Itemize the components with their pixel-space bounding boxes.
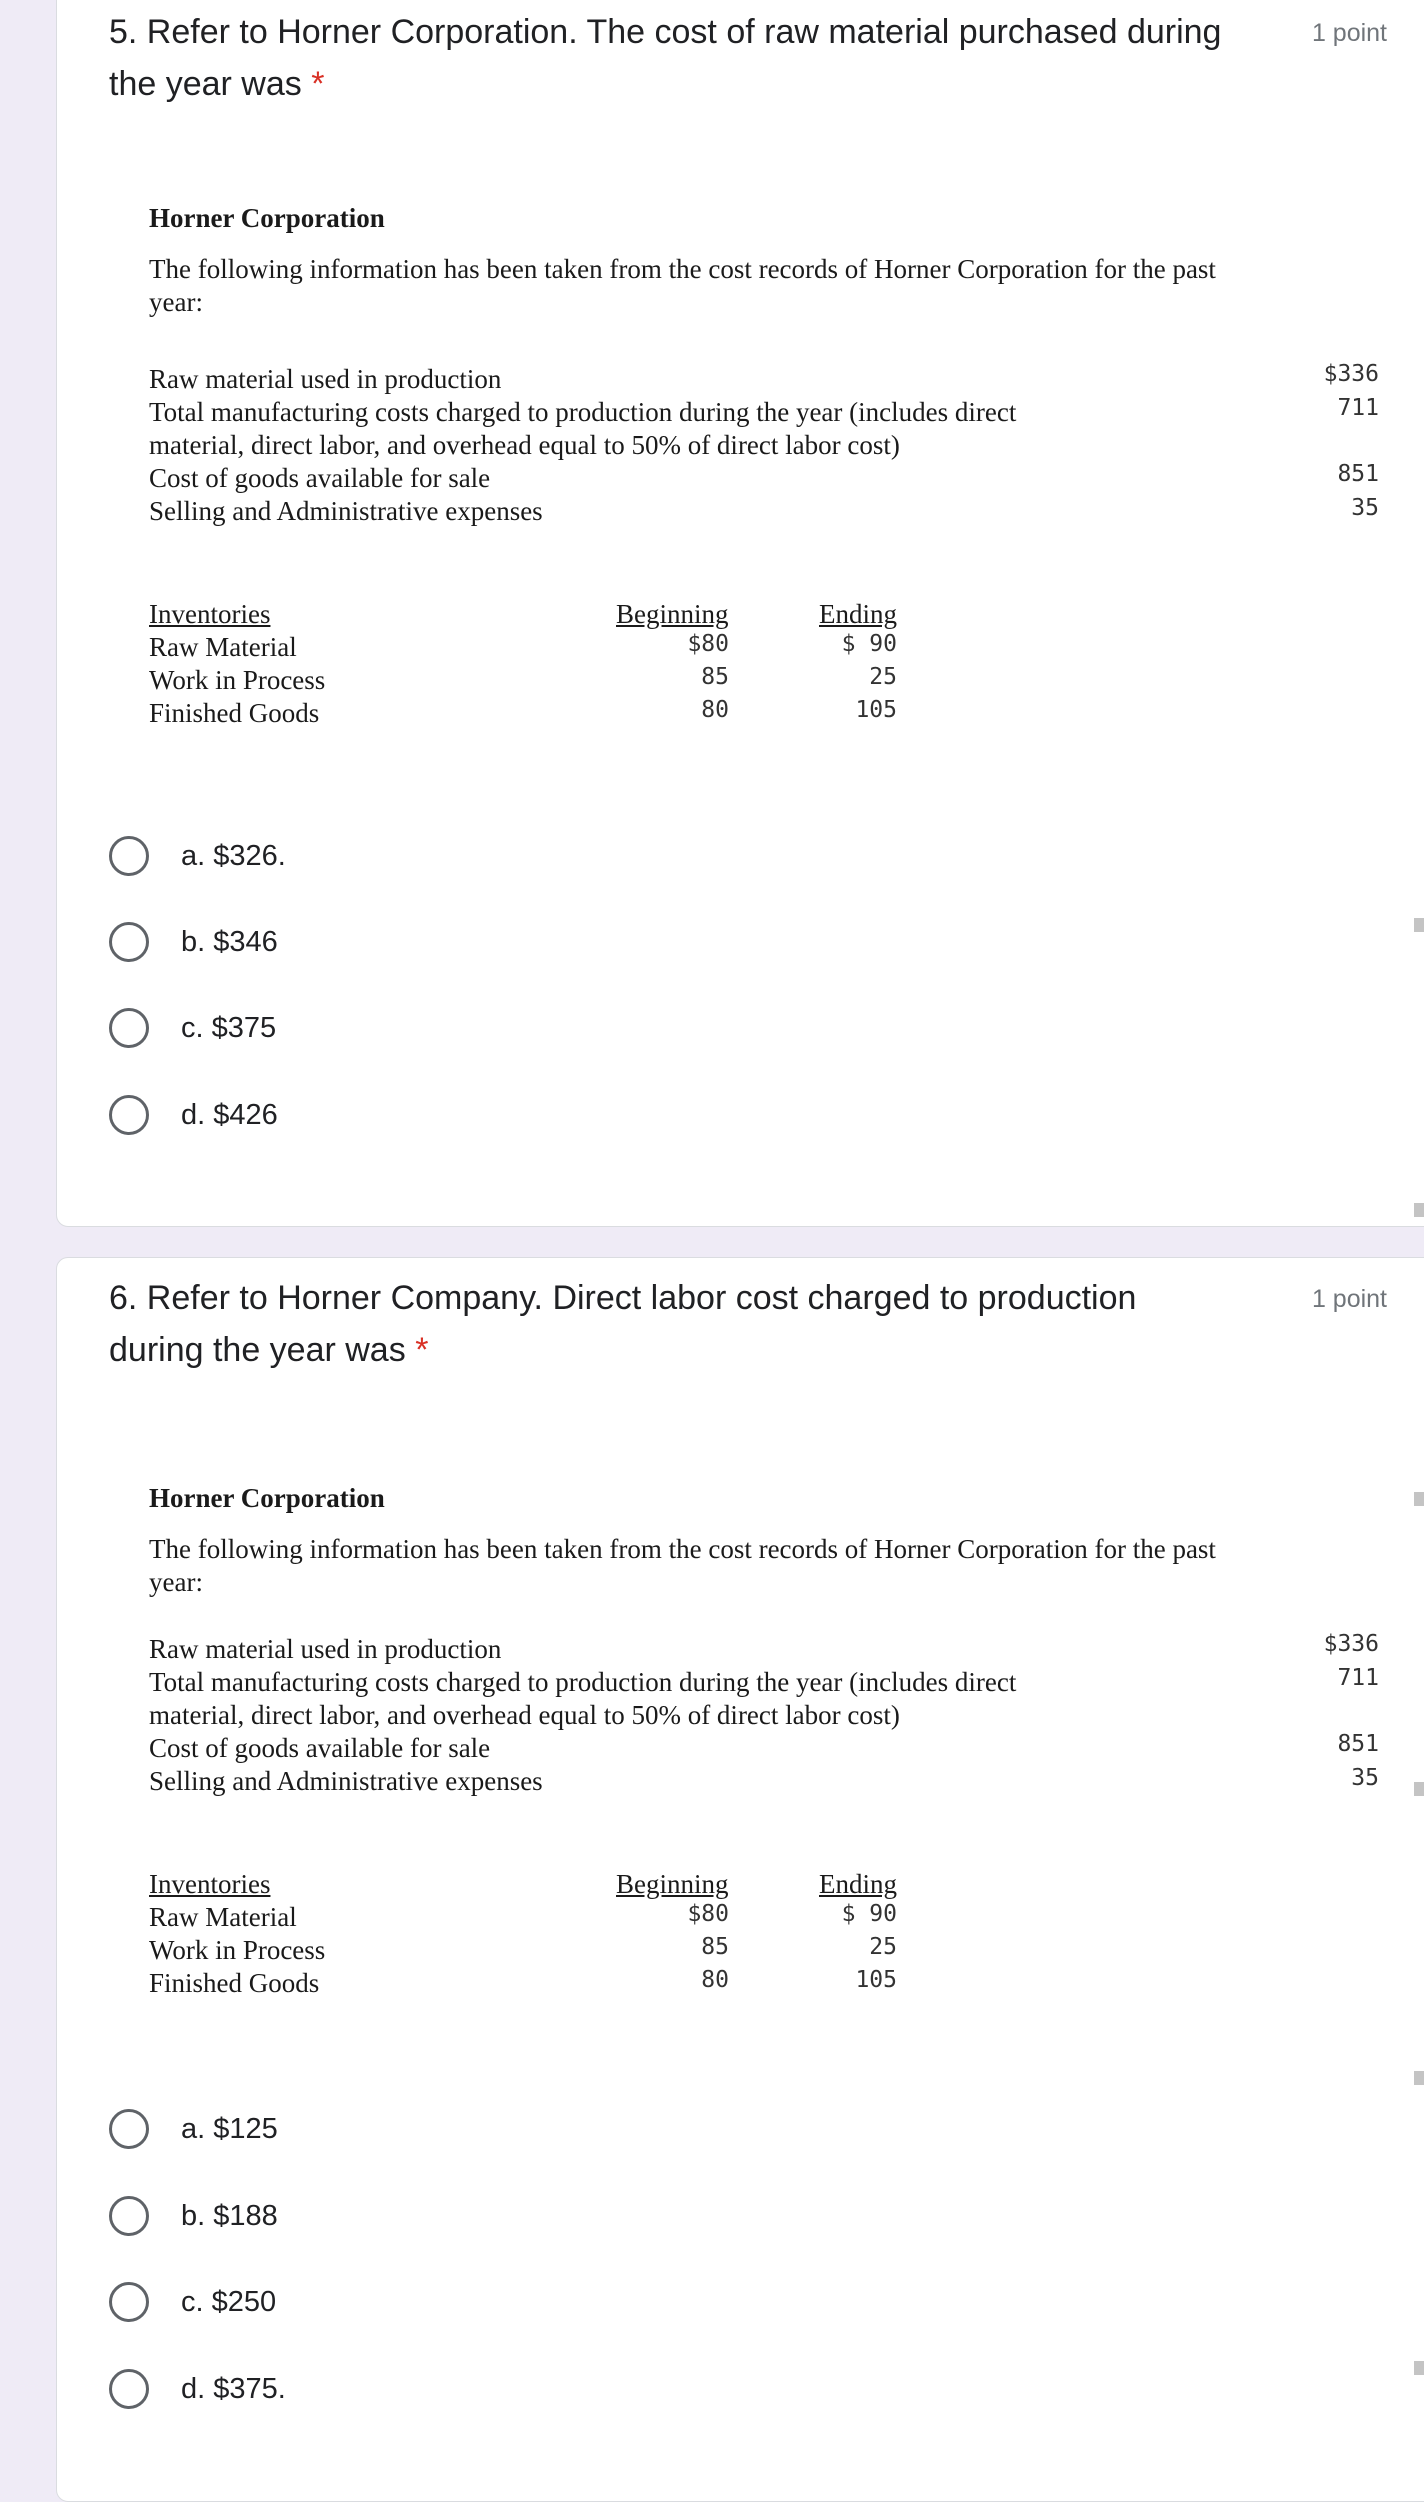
doc-intro	[149, 1533, 1354, 1599]
doc-row-label: Raw material used in production	[149, 1634, 502, 1664]
option-label: a. $125	[181, 2112, 278, 2145]
radio-button[interactable]	[109, 836, 149, 876]
question-title	[109, 6, 1299, 110]
inventories-col-beginning: Beginning	[616, 1869, 729, 1899]
inventory-label: Work in Process	[149, 665, 326, 695]
doc-company: Horner Corporation	[149, 1483, 385, 1513]
question-title-line2: the year was	[109, 65, 302, 103]
option-label: b. $188	[181, 2199, 278, 2232]
question-title-line1: 5. Refer to Horner Corporation. The cost of raw material purchased during	[109, 13, 1222, 51]
radio-button[interactable]	[109, 2109, 149, 2149]
inventories-header: Inventories	[149, 1869, 271, 1899]
inventory-begin: $80	[687, 1901, 729, 1927]
inventory-end: 105	[855, 1967, 897, 1993]
option-label: d. $375.	[181, 2372, 286, 2405]
doc-row-label: Cost of goods available for sale	[149, 463, 491, 493]
inventory-end: 25	[869, 1934, 897, 1960]
doc-intro-line2: year:	[149, 287, 203, 317]
scroll-marker	[1414, 918, 1424, 932]
doc-row-label: Cost of goods available for sale	[149, 1733, 491, 1763]
answer-option-b[interactable]	[109, 2188, 278, 2244]
answer-option-c[interactable]	[109, 2274, 276, 2330]
doc-row-label: Raw material used in production	[149, 364, 502, 394]
doc-company: Horner Corporation	[149, 203, 385, 233]
scroll-marker	[1414, 1203, 1424, 1217]
option-label: c. $375	[181, 1011, 277, 1044]
doc-row-label: Total manufacturing costs charged to production during the year (includes direct	[149, 397, 1017, 427]
option-label: c. $250	[181, 2285, 277, 2318]
inventory-begin: 80	[701, 1967, 729, 1993]
doc-row-label: material, direct labor, and overhead equal to 50% of direct labor cost)	[149, 1700, 900, 1730]
inventories-header: Inventories	[149, 599, 271, 629]
doc-row-amount: $336	[1323, 361, 1379, 387]
answer-option-a[interactable]	[109, 2101, 278, 2157]
inventory-begin: $80	[687, 631, 729, 657]
question-card-5	[56, 0, 1424, 1227]
radio-button[interactable]	[109, 1095, 149, 1135]
doc-row-label: Total manufacturing costs charged to production during the year (includes direct	[149, 1667, 1017, 1697]
radio-button[interactable]	[109, 1008, 149, 1048]
radio-button[interactable]	[109, 922, 149, 962]
doc-row-amount: $336	[1323, 1631, 1379, 1657]
answer-option-a[interactable]	[109, 828, 286, 884]
question-image	[149, 1483, 1379, 2043]
points-label: 1 point	[1311, 1285, 1387, 1313]
inventory-label: Finished Goods	[149, 698, 320, 728]
inventory-begin: 85	[701, 1934, 729, 1960]
doc-row-amount: 851	[1337, 461, 1379, 487]
required-asterisk: *	[311, 65, 325, 103]
radio-button[interactable]	[109, 2196, 149, 2236]
answer-option-d[interactable]	[109, 1087, 278, 1143]
radio-button[interactable]	[109, 2282, 149, 2322]
doc-row-label: Selling and Administrative expenses	[149, 1766, 543, 1796]
answer-option-c[interactable]	[109, 1000, 276, 1056]
option-label: b. $346	[181, 925, 278, 958]
answer-option-d[interactable]	[109, 2361, 286, 2417]
question-title-line2: during the year was	[109, 1331, 406, 1369]
inventory-end: $ 90	[841, 631, 897, 657]
scroll-marker	[1414, 1492, 1424, 1506]
option-label: a. $326.	[181, 839, 286, 872]
doc-row-amount: 35	[1351, 495, 1379, 521]
question-card-6	[56, 1257, 1424, 2502]
required-asterisk: *	[415, 1331, 429, 1369]
question-title	[109, 1272, 1299, 1376]
inventory-label: Raw Material	[149, 1902, 297, 1932]
doc-row-label: Selling and Administrative expenses	[149, 496, 543, 526]
inventory-label: Finished Goods	[149, 1968, 320, 1998]
inventories-col-ending: Ending	[819, 1869, 897, 1899]
question-image	[149, 203, 1379, 763]
inventory-end: $ 90	[841, 1901, 897, 1927]
inventory-label: Work in Process	[149, 1935, 326, 1965]
doc-row-amount: 35	[1351, 1765, 1379, 1791]
inventories-col-ending: Ending	[819, 599, 897, 629]
inventory-label: Raw Material	[149, 632, 297, 662]
question-title-line1: 6. Refer to Horner Company. Direct labor cost charged to production	[109, 1279, 1137, 1317]
doc-row-amount: 711	[1337, 1665, 1379, 1691]
inventory-end: 105	[855, 697, 897, 723]
scroll-marker	[1414, 2361, 1424, 2375]
inventory-end: 25	[869, 664, 897, 690]
radio-button[interactable]	[109, 2369, 149, 2409]
answer-option-b[interactable]	[109, 914, 278, 970]
doc-row-amount: 851	[1337, 1731, 1379, 1757]
inventory-begin: 80	[701, 697, 729, 723]
doc-row-label: material, direct labor, and overhead equal to 50% of direct labor cost)	[149, 430, 900, 460]
doc-intro-line2: year:	[149, 1567, 203, 1597]
scroll-marker	[1414, 1782, 1424, 1796]
inventory-begin: 85	[701, 664, 729, 690]
doc-intro-line1: The following information has been taken from the cost records of Horner Corporation for the past	[149, 254, 1216, 284]
doc-intro	[149, 253, 1354, 319]
scroll-marker	[1414, 2071, 1424, 2085]
inventories-col-beginning: Beginning	[616, 599, 729, 629]
option-label: d. $426	[181, 1098, 278, 1131]
doc-intro-line1: The following information has been taken from the cost records of Horner Corporation for the past	[149, 1534, 1216, 1564]
doc-row-amount: 711	[1337, 395, 1379, 421]
points-label: 1 point	[1311, 19, 1387, 47]
